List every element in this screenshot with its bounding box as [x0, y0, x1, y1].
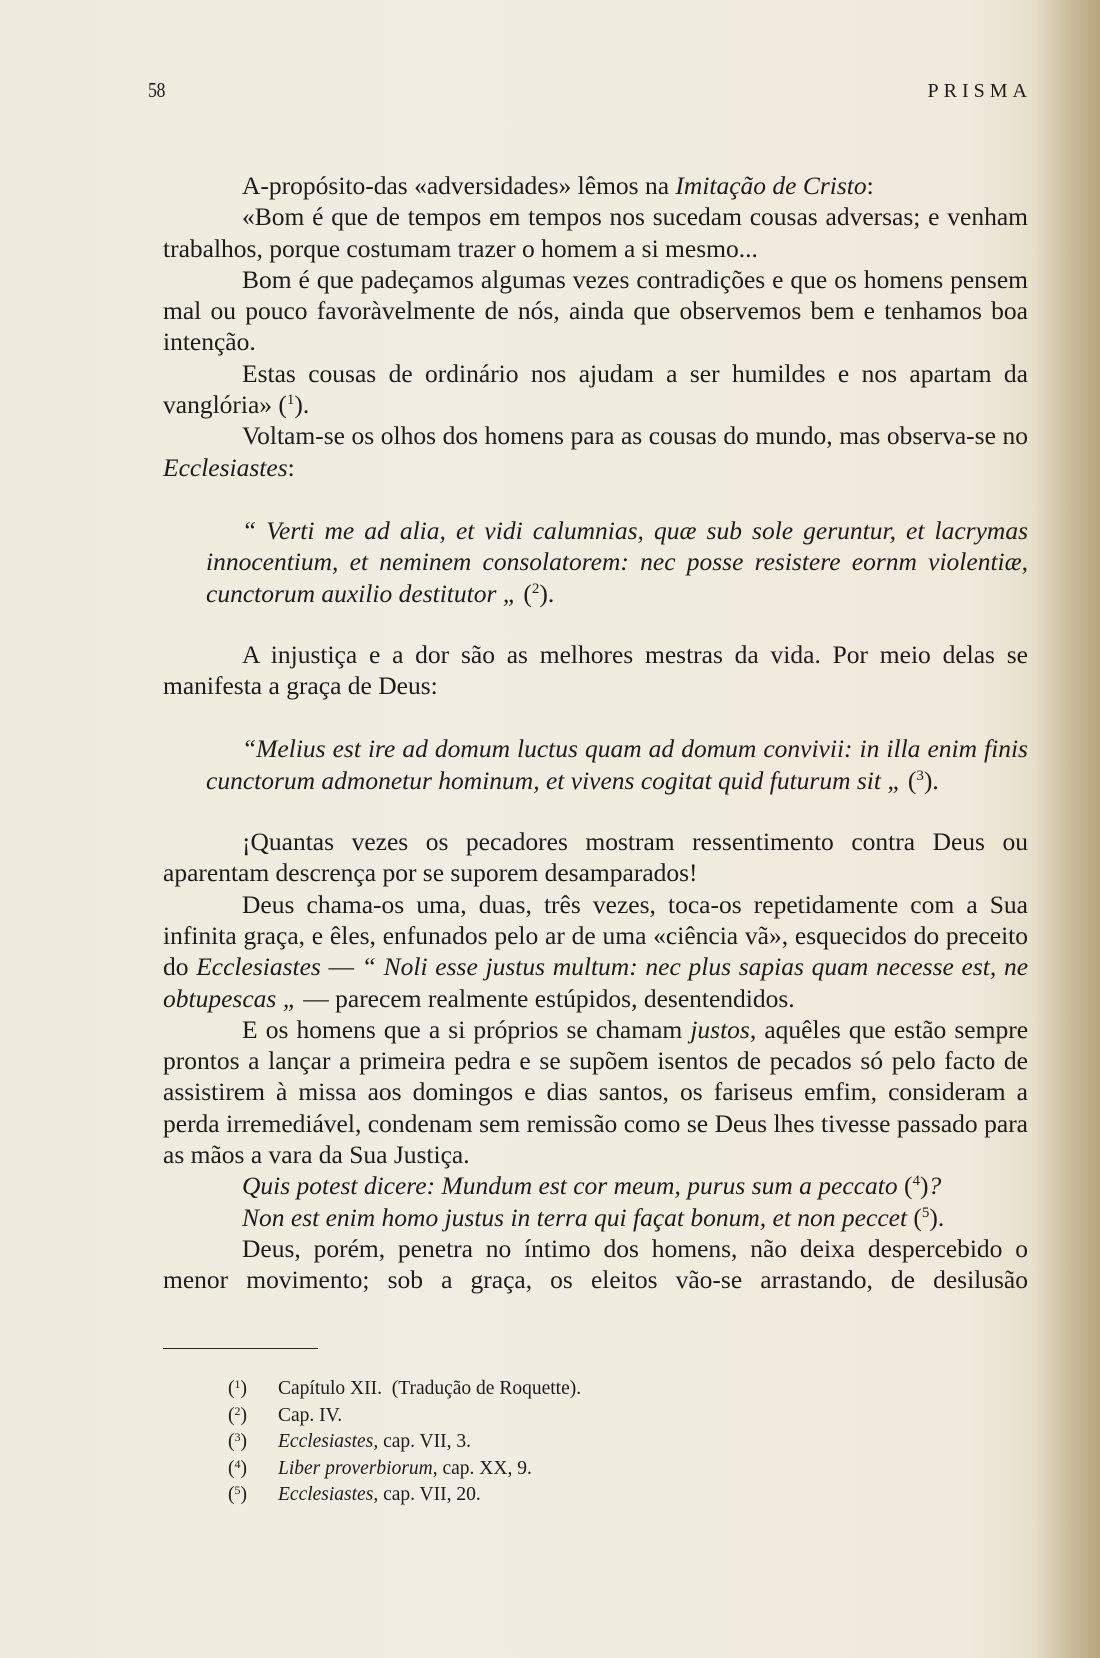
paragraph: «Bom é que de tempos em tempos nos sucedam cousas adversas; e venham trabalhos, porque costumam trazer o homem a si mesmo...: [163, 202, 1028, 263]
paragraph: [163, 1170, 1028, 1201]
spacer: [163, 483, 1028, 515]
footnote-ref[interactable]: 3: [916, 767, 924, 784]
text-run: :: [287, 452, 295, 482]
text-run: (: [897, 1171, 913, 1201]
body-text: [163, 170, 1028, 1296]
footnote-text: [278, 1376, 581, 1403]
footnote-number: ($^5$): [228, 1483, 247, 1505]
footnote-number: ($^3$): [228, 1430, 247, 1452]
text-run: ).: [294, 390, 310, 420]
footnote-text: [278, 1482, 481, 1509]
footnote-ref[interactable]: 4: [912, 1173, 920, 1190]
paragraph: Bom é que padeçamos algumas vezes contradições e que os homens pensem mal ou pouco favoràvelmente de nós, ainda que observemos bem e tenhamos boa intenção.: [163, 264, 1028, 357]
footnote-number: ($^4$): [228, 1456, 247, 1479]
page-header: [148, 78, 1032, 108]
paragraph: [163, 170, 1028, 201]
footnote-num: 3: [234, 1430, 241, 1444]
footnote-number: ($^2$): [228, 1403, 247, 1426]
footnote-text: [278, 1403, 342, 1430]
footnote-item: [228, 1456, 928, 1483]
page-number: 58: [148, 78, 165, 102]
paragraph: Deus, porém, penetra no íntimo dos homens, não deixa despercebido o menor movimento; sob a graça, os eleitos vão-se arrastando, de desilusão: [163, 1233, 1028, 1295]
block-quote: [163, 515, 1028, 609]
spacer: [163, 609, 1028, 639]
paragraph: [163, 1014, 1028, 1170]
footnote-item: [228, 1429, 928, 1456]
paragraph: A injustiça e a dor são as melhores mestras da vida. Por meio delas se manifesta a graça de Deus:: [163, 639, 1028, 701]
text-run: ): [919, 1171, 929, 1201]
footnote-num: 2: [234, 1403, 241, 1418]
text-run: ).: [539, 578, 555, 608]
paragraph: [163, 358, 1028, 421]
footnote-num: 5: [234, 1483, 241, 1497]
italic-quote: “ Noli esse justus multum: nec plus sapias quam necesse est, ne obtupescas „: [163, 952, 1029, 1013]
block-quote: [163, 733, 1028, 796]
text-run: —: [320, 952, 362, 982]
quote-text: “Melius est ire ad domum luctus quam ad domum convivii: in illa enim finis cunctorum admonetur hominum, et vivens cogitat quid futurum sit „: [206, 734, 1028, 795]
footnote-divider: [163, 1348, 318, 1349]
italic-title: Ecclesiastes: [196, 952, 321, 982]
italic-title: Liber proverbiorum: [278, 1457, 433, 1479]
quote-text: “ Verti me ad alia, et vidi calumnias, quæ sub sole geruntur, et lacrymas innocentium, et neminem consolatorem: nec posse resistere eornm violentiæ, cunctorum auxilio destitutor „: [206, 515, 1028, 608]
footnote-ref[interactable]: 1: [286, 392, 295, 409]
text-run: (: [901, 765, 917, 795]
footnote-item: [228, 1403, 928, 1430]
footnote-text: [278, 1429, 471, 1456]
text-run: Deus chama-os uma, duas, três vezes, toca-os repetidamente com a Sua infinita graça, e êles, enfunados pelo ar de uma «ciência vã», esquecidos do preceito do: [163, 889, 1028, 982]
footnote-item: [228, 1376, 928, 1403]
footnote-ref[interactable]: 2: [531, 580, 540, 597]
text-run: Estas cousas de ordinário nos ajudam a ser humildes e nos apartam da vanglória» (: [163, 358, 1028, 420]
text-run: :: [866, 171, 874, 200]
italic-title: Ecclesiastes: [278, 1484, 374, 1505]
text-run: Capítulo XII. (Tradução de Roquette).: [278, 1378, 582, 1399]
footnote-num: 1: [234, 1377, 241, 1391]
footnote-text: [278, 1456, 532, 1483]
text-run: ?: [928, 1171, 942, 1201]
paragraph: ¡Quantas vezes os pecadores mostram ressentimento contra Deus ou aparentam descrença por se suporem desamparados!: [163, 827, 1028, 888]
text-run: , aquêles que estão sempre prontos a lançar a primeira pedra e se supõem isentos de pecados só pelo facto de assistirem à missa aos domingos e dias santos, os fariseus emfim, consideram a perda irremediável, condenam sem remissão como se Deus lhes tivesse passado para as mãos a vara da Sua Justiça.: [163, 1014, 1029, 1170]
spacer: [163, 796, 1028, 826]
footnote-ref[interactable]: 5: [921, 1204, 930, 1221]
footnote-num: 4: [234, 1456, 241, 1471]
italic-title: Ecclesiastes: [278, 1431, 374, 1452]
paragraph: [163, 889, 1028, 1014]
italic-title: Ecclesiastes: [163, 452, 288, 482]
spacer: [163, 701, 1028, 733]
italic-quote: Quis potest dicere: Mundum est cor meum, purus sum a peccato: [242, 1171, 898, 1201]
footnotes: [228, 1376, 928, 1509]
text-run: , cap. VII, 20.: [373, 1484, 481, 1505]
text-run: — parecem realmente estúpidos, desentendidos.: [296, 983, 795, 1013]
text-run: E os homens que a si próprios se chamam: [242, 1014, 691, 1044]
text-run: (: [516, 578, 532, 608]
text-run: Voltam-se os olhos dos homens para as cousas do mundo, mas observa-se no: [242, 421, 1028, 451]
text-run: A-propósito-das «adversidades» lêmos na: [242, 171, 676, 200]
italic-word: justos: [690, 1014, 750, 1044]
footnote-item: [228, 1482, 928, 1509]
running-head: PRISMA: [927, 80, 1032, 102]
paragraph: [163, 420, 1028, 483]
paragraph: [163, 1202, 1028, 1233]
text-run: , cap. VII, 3.: [373, 1431, 471, 1452]
text-run: (: [907, 1202, 922, 1232]
italic-quote: Non est enim homo justus in terra qui façat bonum, et non peccet: [242, 1202, 908, 1232]
text-run: ).: [923, 765, 939, 795]
italic-title: Imitação de Cristo: [675, 171, 867, 200]
text-run: ).: [929, 1202, 945, 1232]
footnote-number: ($^1$): [228, 1377, 247, 1399]
text-run: Cap. IV.: [278, 1404, 343, 1426]
text-run: , cap. XX, 9.: [432, 1457, 532, 1479]
